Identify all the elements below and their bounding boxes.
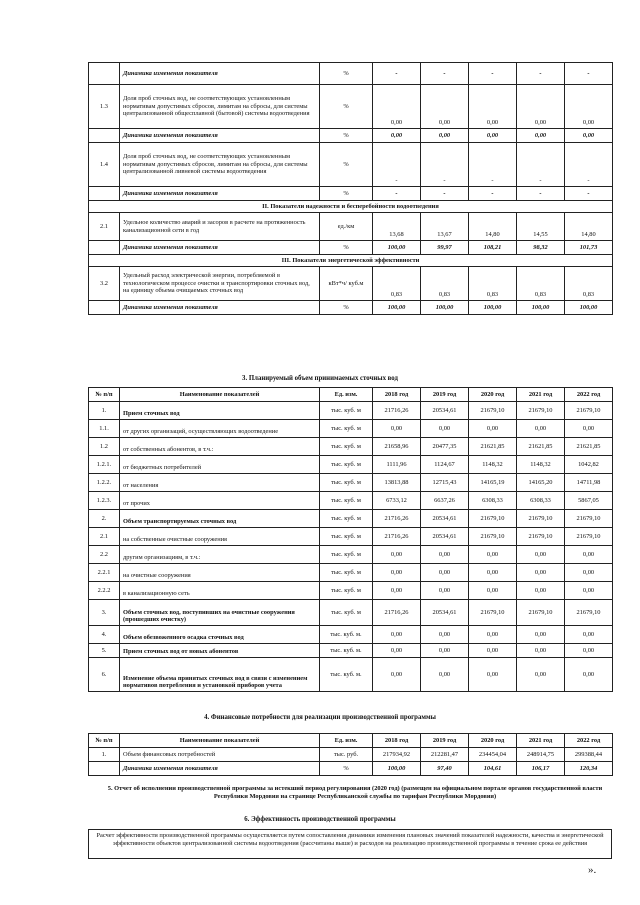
- value-cell: 0,00: [469, 129, 517, 143]
- value-cell: 6733,12: [373, 492, 421, 510]
- value-cell: 21716,26: [373, 510, 421, 528]
- value-cell: 0,00: [373, 644, 421, 658]
- column-header: № п/п: [89, 734, 120, 748]
- row-number: [89, 63, 120, 85]
- value-cell: -: [421, 187, 469, 201]
- value-cell: 21679,10: [517, 510, 565, 528]
- value-cell: 21679,10: [469, 402, 517, 420]
- indicator-name: Динамика изменения показателя: [120, 241, 320, 255]
- value-cell: 21679,10: [565, 510, 613, 528]
- row-number: 2.2.1: [89, 564, 120, 582]
- unit-cell: %: [320, 187, 373, 201]
- value-cell: -: [469, 187, 517, 201]
- value-cell: 20534,61: [421, 528, 469, 546]
- value-cell: 0,00: [469, 564, 517, 582]
- indicator-name: от прочих: [120, 492, 320, 510]
- section6-title: 6. Эффективность производственной программы: [244, 816, 396, 823]
- value-cell: -: [373, 63, 421, 85]
- value-cell: 13813,88: [373, 474, 421, 492]
- value-cell: 14,80: [565, 213, 613, 241]
- value-cell: 100,00: [373, 762, 421, 776]
- row-number: 1.2.1.: [89, 456, 120, 474]
- value-cell: 0,00: [517, 626, 565, 644]
- row-number: 6.: [89, 658, 120, 692]
- value-cell: -: [565, 187, 613, 201]
- unit-cell: тыс. куб. м: [320, 456, 373, 474]
- row-number: 2.2.2: [89, 582, 120, 600]
- unit-cell: тыс. куб. м.: [320, 658, 373, 692]
- value-cell: 0,00: [517, 582, 565, 600]
- value-cell: 0,00: [469, 658, 517, 692]
- row-number: 1.4: [89, 143, 120, 187]
- value-cell: 0,00: [421, 626, 469, 644]
- value-cell: 6308,33: [517, 492, 565, 510]
- table-row: [89, 644, 613, 658]
- closing-quote: ».: [588, 864, 597, 876]
- table-row: [89, 420, 613, 438]
- value-cell: 248914,75: [517, 748, 565, 762]
- value-cell: 12715,43: [421, 474, 469, 492]
- table-header-row: [89, 734, 613, 748]
- row-number: [89, 762, 120, 776]
- value-cell: 106,17: [517, 762, 565, 776]
- value-cell: -: [373, 187, 421, 201]
- row-number: 1.3: [89, 85, 120, 129]
- value-cell: 21679,10: [565, 600, 613, 626]
- column-header: 2018 год: [373, 388, 421, 402]
- value-cell: 13,67: [421, 213, 469, 241]
- value-cell: 98,32: [517, 241, 565, 255]
- table-row: [89, 63, 613, 85]
- row-number: 3.: [89, 600, 120, 626]
- unit-cell: тыс. куб. м: [320, 528, 373, 546]
- value-cell: 0,00: [421, 129, 469, 143]
- value-cell: 97,40: [421, 762, 469, 776]
- unit-cell: %: [320, 63, 373, 85]
- value-cell: 0,00: [373, 626, 421, 644]
- indicator-name: в канализационную сеть: [120, 582, 320, 600]
- indicator-name: Объем транспортируемых сточных вод: [120, 510, 320, 528]
- column-header: 2022 год: [565, 734, 613, 748]
- value-cell: 100,00: [421, 301, 469, 315]
- row-number: 1.1.: [89, 420, 120, 438]
- value-cell: 0,00: [517, 85, 565, 129]
- unit-cell: тыс. куб. м: [320, 492, 373, 510]
- row-number: [89, 187, 120, 201]
- value-cell: 21679,10: [469, 510, 517, 528]
- value-cell: 0,00: [421, 420, 469, 438]
- section-heading: III. Показатели энергетической эффективности: [89, 255, 613, 267]
- value-cell: 14165,20: [517, 474, 565, 492]
- unit-cell: %: [320, 129, 373, 143]
- unit-cell: %: [320, 762, 373, 776]
- section-heading: II. Показатели надежности и бесперебойности водоотведения: [89, 201, 613, 213]
- table-row: [89, 143, 613, 187]
- indicator-name: Объем обезвоженного осадка сточных вод: [120, 626, 320, 644]
- row-number: [89, 129, 120, 143]
- value-cell: 0,00: [421, 546, 469, 564]
- table-row: [89, 85, 613, 129]
- value-cell: 0,00: [565, 420, 613, 438]
- value-cell: 100,00: [373, 241, 421, 255]
- indicator-name: Динамика изменения показателя: [120, 129, 320, 143]
- value-cell: 0,00: [421, 564, 469, 582]
- value-cell: 21621,85: [565, 438, 613, 456]
- value-cell: 100,00: [469, 301, 517, 315]
- value-cell: 0,00: [565, 626, 613, 644]
- table-row: [89, 546, 613, 564]
- section4-title: 4. Финансовые потребности для реализации производственной программы: [204, 714, 436, 721]
- value-cell: 0,00: [373, 546, 421, 564]
- value-cell: -: [565, 63, 613, 85]
- column-header: Наименование показателей: [120, 388, 320, 402]
- indicator-name: на собственные очистные сооружения: [120, 528, 320, 546]
- value-cell: 21716,26: [373, 600, 421, 626]
- unit-cell: %: [320, 241, 373, 255]
- value-cell: 21679,10: [469, 528, 517, 546]
- value-cell: 6637,26: [421, 492, 469, 510]
- row-number: 1.2: [89, 438, 120, 456]
- value-cell: 0,00: [517, 644, 565, 658]
- value-cell: -: [517, 187, 565, 201]
- table-row: [89, 456, 613, 474]
- indicator-name: Динамика изменения показателя: [120, 762, 320, 776]
- value-cell: 0,00: [421, 644, 469, 658]
- value-cell: 0,83: [421, 267, 469, 301]
- row-number: [89, 241, 120, 255]
- column-header: 2021 год: [517, 734, 565, 748]
- value-cell: 21621,85: [469, 438, 517, 456]
- column-header: Ед. изм.: [320, 734, 373, 748]
- indicator-name: Объем сточных вод, поступивших на очистные сооружения (прошедших очистку): [120, 600, 320, 626]
- unit-cell: тыс. куб. м: [320, 420, 373, 438]
- indicators-table: [88, 62, 613, 315]
- table-row: [89, 626, 613, 644]
- table-row: [89, 528, 613, 546]
- value-cell: 0,00: [469, 546, 517, 564]
- value-cell: 0,00: [421, 658, 469, 692]
- program-report-note: 5. Отчет об исполнении производственной программы за истекший период регулирования (2020 год) (размещен на официальном портале органов государственной власти Республики Мордовия на странице Республиканской службы по тарифам Республики Мордовия): [107, 785, 603, 800]
- value-cell: 0,00: [565, 582, 613, 600]
- unit-cell: кВт*ч/ куб.м: [320, 267, 373, 301]
- indicator-name: Доля проб сточных вод, не соответствующих установленным нормативам допустимых сбросов, лимитам на сбросы, для системы централизованной общесплавной (бытовой) системы водоотведения: [120, 85, 320, 129]
- indicator-name: на очистные сооружения: [120, 564, 320, 582]
- value-cell: 0,00: [373, 129, 421, 143]
- row-number: 5.: [89, 644, 120, 658]
- table-row: [89, 492, 613, 510]
- table-row: [89, 213, 613, 241]
- value-cell: 5867,05: [565, 492, 613, 510]
- value-cell: 0,00: [565, 564, 613, 582]
- value-cell: 0,00: [469, 644, 517, 658]
- column-header: 2022 год: [565, 388, 613, 402]
- row-number: 2.: [89, 510, 120, 528]
- column-header: 2021 год: [517, 388, 565, 402]
- row-number: 1.2.3.: [89, 492, 120, 510]
- value-cell: 0,00: [517, 564, 565, 582]
- indicator-name: Прием сточных вод от новых абонентов: [120, 644, 320, 658]
- value-cell: 0,83: [469, 267, 517, 301]
- value-cell: 1124,67: [421, 456, 469, 474]
- indicator-name: от собственных абонентов, в т.ч.:: [120, 438, 320, 456]
- unit-cell: тыс. куб. м.: [320, 644, 373, 658]
- table-row: [89, 564, 613, 582]
- column-header: Наименование показателей: [120, 734, 320, 748]
- value-cell: 0,00: [469, 420, 517, 438]
- table-row: [89, 201, 613, 213]
- value-cell: 1042,82: [565, 456, 613, 474]
- value-cell: 100,00: [373, 301, 421, 315]
- unit-cell: тыс. куб. м: [320, 600, 373, 626]
- value-cell: 1111,96: [373, 456, 421, 474]
- unit-cell: тыс. куб. м: [320, 582, 373, 600]
- table-row: [89, 438, 613, 456]
- row-number: 2.1: [89, 528, 120, 546]
- value-cell: 21679,10: [565, 402, 613, 420]
- value-cell: 13,68: [373, 213, 421, 241]
- value-cell: 299388,44: [565, 748, 613, 762]
- row-number: 4.: [89, 626, 120, 644]
- value-cell: 21679,10: [517, 528, 565, 546]
- column-header: Ед. изм.: [320, 388, 373, 402]
- table-row: [89, 187, 613, 201]
- value-cell: 0,00: [373, 420, 421, 438]
- table-row: [89, 600, 613, 626]
- value-cell: -: [469, 63, 517, 85]
- value-cell: 21716,26: [373, 528, 421, 546]
- indicator-name: от бюджетных потребителей: [120, 456, 320, 474]
- value-cell: 0,00: [565, 129, 613, 143]
- table-row: [89, 474, 613, 492]
- indicator-name: Объем финансовых потребностей: [120, 748, 320, 762]
- value-cell: 99,97: [421, 241, 469, 255]
- table-row: [89, 582, 613, 600]
- value-cell: 212281,47: [421, 748, 469, 762]
- indicator-name: Изменение объема принятых сточных вод в связи с изменением нормативов потребления и установкой приборов учета: [120, 658, 320, 692]
- column-header: 2018 год: [373, 734, 421, 748]
- unit-cell: %: [320, 85, 373, 129]
- value-cell: 120,34: [565, 762, 613, 776]
- row-number: [89, 301, 120, 315]
- value-cell: 0,00: [373, 564, 421, 582]
- value-cell: -: [517, 63, 565, 85]
- value-cell: 0,00: [469, 85, 517, 129]
- wastewater-volume-table: [88, 387, 613, 692]
- unit-cell: тыс. куб. м.: [320, 626, 373, 644]
- unit-cell: тыс. куб. м: [320, 474, 373, 492]
- indicator-name: от населения: [120, 474, 320, 492]
- table-row: [89, 241, 613, 255]
- unit-cell: %: [320, 143, 373, 187]
- value-cell: -: [517, 143, 565, 187]
- table-row: [89, 402, 613, 420]
- value-cell: 217934,92: [373, 748, 421, 762]
- value-cell: 0,00: [565, 644, 613, 658]
- column-header: 2020 год: [469, 734, 517, 748]
- value-cell: 14,55: [517, 213, 565, 241]
- value-cell: 20534,61: [421, 402, 469, 420]
- unit-cell: %: [320, 301, 373, 315]
- value-cell: 21679,10: [517, 600, 565, 626]
- indicator-name: другим организациям, в т.ч.:: [120, 546, 320, 564]
- value-cell: 21679,10: [565, 528, 613, 546]
- unit-cell: тыс. руб.: [320, 748, 373, 762]
- unit-cell: тыс. куб. м: [320, 564, 373, 582]
- row-number: 1.2.2.: [89, 474, 120, 492]
- value-cell: 0,00: [565, 85, 613, 129]
- column-header: 2019 год: [421, 388, 469, 402]
- value-cell: 0,00: [517, 546, 565, 564]
- value-cell: 14711,98: [565, 474, 613, 492]
- section3-title: 3. Планируемый объем принимаемых сточных вод: [242, 375, 398, 382]
- value-cell: 21658,96: [373, 438, 421, 456]
- indicator-name: Прием сточных вод: [120, 402, 320, 420]
- financial-needs-table: [88, 733, 613, 776]
- value-cell: 6308,33: [469, 492, 517, 510]
- value-cell: 1148,32: [469, 456, 517, 474]
- unit-cell: тыс. куб. м: [320, 438, 373, 456]
- value-cell: 1148,32: [517, 456, 565, 474]
- unit-cell: тыс. куб. м: [320, 510, 373, 528]
- row-number: 1.: [89, 402, 120, 420]
- table-row: [89, 510, 613, 528]
- value-cell: 0,83: [517, 267, 565, 301]
- value-cell: 14,80: [469, 213, 517, 241]
- value-cell: 20534,61: [421, 600, 469, 626]
- value-cell: 21621,85: [517, 438, 565, 456]
- unit-cell: тыс. куб. м: [320, 546, 373, 564]
- value-cell: 21716,26: [373, 402, 421, 420]
- table-header-row: [89, 388, 613, 402]
- indicator-name: Динамика изменения показателя: [120, 187, 320, 201]
- indicator-name: Доля проб сточных вод, не соответствующих установленным нормативам допустимых сбросов, лимитам на сбросы, для системы централизованной ливневой системы водоотведения: [120, 143, 320, 187]
- row-number: 2.2: [89, 546, 120, 564]
- efficiency-text: Расчет эффективности производственной программы осуществляется путем сопоставления динамики изменения плановых значений показателей надежности, качества и энергетической эффективности объектов централизованной системы водоотведения (рассчитаны выше) и расходов на реализацию производственной программы в течение срока ее действия: [96, 832, 604, 847]
- table-row: [89, 129, 613, 143]
- column-header: № п/п: [89, 388, 120, 402]
- value-cell: 0,00: [469, 626, 517, 644]
- table-row: [89, 301, 613, 315]
- table-row: [89, 762, 613, 776]
- value-cell: 20477,35: [421, 438, 469, 456]
- indicator-name: Удельное количество аварий и засоров в расчете на протяженность канализационной сети в год: [120, 213, 320, 241]
- value-cell: 104,61: [469, 762, 517, 776]
- value-cell: 0,00: [517, 129, 565, 143]
- value-cell: -: [373, 143, 421, 187]
- value-cell: -: [469, 143, 517, 187]
- table-row: [89, 658, 613, 692]
- value-cell: 0,00: [517, 658, 565, 692]
- value-cell: 101,73: [565, 241, 613, 255]
- table-row: [89, 748, 613, 762]
- indicator-name: Динамика изменения показателя: [120, 301, 320, 315]
- indicator-name: Удельный расход электрической энергии, потребляемой в технологическом процессе очистки и транспортировки сточных вод, на единицу объема очищаемых сточных вод: [120, 267, 320, 301]
- value-cell: 100,00: [565, 301, 613, 315]
- indicator-name: от других организаций, осуществляющих водоотведение: [120, 420, 320, 438]
- row-number: 3.2: [89, 267, 120, 301]
- value-cell: 0,83: [565, 267, 613, 301]
- column-header: 2020 год: [469, 388, 517, 402]
- value-cell: 0,00: [517, 420, 565, 438]
- value-cell: 0,00: [421, 85, 469, 129]
- value-cell: 0,00: [373, 582, 421, 600]
- column-header: 2019 год: [421, 734, 469, 748]
- value-cell: 0,83: [373, 267, 421, 301]
- value-cell: 0,00: [373, 658, 421, 692]
- value-cell: 21679,10: [469, 600, 517, 626]
- value-cell: 0,00: [565, 658, 613, 692]
- efficiency-text-box: [88, 829, 612, 859]
- value-cell: -: [421, 63, 469, 85]
- value-cell: 0,00: [565, 546, 613, 564]
- value-cell: 100,00: [517, 301, 565, 315]
- row-number: 1.: [89, 748, 120, 762]
- value-cell: 21679,10: [517, 402, 565, 420]
- value-cell: 20534,61: [421, 510, 469, 528]
- value-cell: 0,00: [469, 582, 517, 600]
- unit-cell: тыс. куб. м: [320, 402, 373, 420]
- table-row: [89, 255, 613, 267]
- value-cell: 234454,04: [469, 748, 517, 762]
- value-cell: 0,00: [373, 85, 421, 129]
- value-cell: 0,00: [421, 582, 469, 600]
- table-row: [89, 267, 613, 301]
- value-cell: 14165,19: [469, 474, 517, 492]
- unit-cell: ед./км: [320, 213, 373, 241]
- indicator-name: Динамика изменения показателя: [120, 63, 320, 85]
- value-cell: 108,21: [469, 241, 517, 255]
- value-cell: -: [565, 143, 613, 187]
- row-number: 2.1: [89, 213, 120, 241]
- value-cell: -: [421, 143, 469, 187]
